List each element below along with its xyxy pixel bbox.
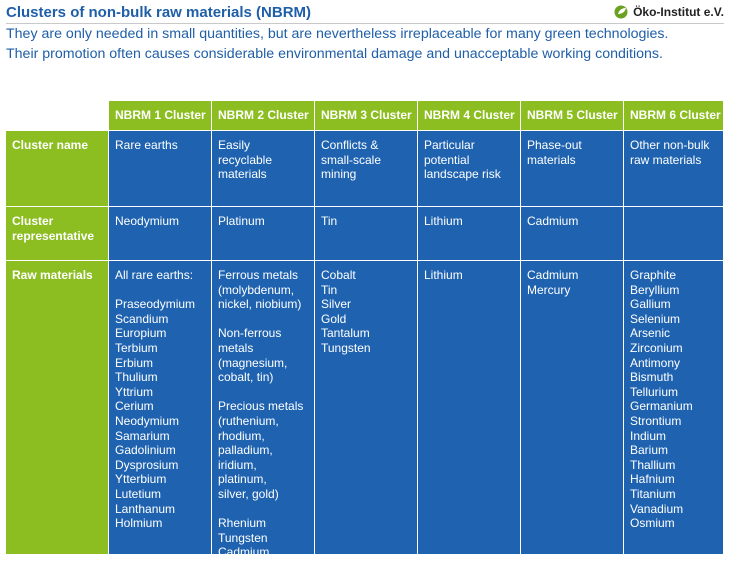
cell-line: Graphite	[630, 268, 677, 282]
cell-line: Easily	[218, 138, 251, 152]
cell-line: Strontium	[630, 413, 682, 428]
table-cell	[624, 207, 724, 261]
table-cell	[418, 261, 521, 555]
cell-line: Titanium	[630, 486, 676, 501]
row-label-line: Cluster	[12, 214, 54, 228]
cell-line: Silver	[321, 297, 352, 312]
logo	[614, 4, 724, 20]
cell-line: Lutetium	[115, 486, 162, 501]
cell-line: Barium	[630, 443, 669, 458]
cell-line: All rare earths:	[115, 268, 194, 282]
column-header-nbrm-3: NBRM 3 Cluster	[315, 101, 418, 131]
table-cell	[212, 207, 315, 261]
table-cell	[315, 131, 418, 207]
cell-line: palladium,	[218, 443, 273, 458]
cell-line: rhodium,	[218, 428, 265, 443]
cell-line: Lanthanum	[115, 501, 176, 516]
cell-line: Rhenium	[218, 516, 267, 531]
cell-line: Antimony	[630, 355, 681, 370]
cell-line: Indium	[630, 428, 667, 443]
cell-line: raw materials	[630, 152, 702, 167]
table-cell	[521, 131, 624, 207]
cell-line: Osmium	[630, 516, 675, 531]
subtitle-line-1: They are only needed in small quantities, but are nevertheless irreplaceable for many green technologies.	[6, 26, 669, 42]
table-cell	[624, 261, 724, 555]
cell-line: Cadmium	[218, 545, 270, 560]
cell-line: silver, gold)	[218, 486, 279, 501]
cell-line: recyclable	[218, 152, 273, 167]
table-cell	[212, 261, 315, 560]
cell-line: materials	[527, 152, 576, 167]
cell-line: Tungsten	[218, 530, 268, 545]
cell-line: Lithium	[424, 268, 463, 282]
row-label	[6, 207, 109, 261]
cell-line: Selenium	[630, 311, 681, 326]
cell-line: Erbium	[115, 355, 154, 370]
cell-line: Conflicts &	[321, 138, 379, 152]
row-label-line: Cluster name	[12, 138, 89, 152]
cell-line: materials	[218, 167, 267, 182]
table-cell	[315, 207, 418, 261]
cell-line: cobalt, tin)	[218, 370, 274, 385]
table-cell	[418, 207, 521, 261]
table-cell	[315, 261, 418, 555]
cell-line: Germanium	[630, 399, 693, 414]
column-header-nbrm-6: NBRM 6 Cluster	[624, 101, 724, 131]
subtitle-line-2: Their promotion often causes considerable environmental damage and unacceptable working conditions.	[6, 45, 663, 62]
cell-line: Hafnium	[630, 472, 675, 487]
table-cell	[624, 131, 724, 207]
cell-line: Dysprosium	[115, 457, 179, 472]
cell-line: Yttrium	[115, 384, 154, 399]
cell-line: Gadolinium	[115, 443, 176, 458]
cell-line: Thulium	[115, 370, 158, 385]
cell-line: Arsenic	[630, 326, 671, 341]
cell-line: Cobalt	[321, 268, 356, 282]
cell-line: Precious metals	[218, 399, 304, 414]
cell-line: Ytterbium	[115, 472, 167, 487]
cell-line: Vanadium	[630, 501, 684, 516]
cell-line: landscape risk	[424, 167, 501, 182]
cell-line	[218, 385, 308, 400]
cell-line: (magnesium,	[218, 355, 288, 370]
cell-line: Other non-bulk	[630, 138, 710, 152]
table-cell	[418, 131, 521, 207]
cell-line: Particular	[424, 138, 475, 152]
logo-text: Öko-Institut e.V.	[633, 5, 724, 19]
cell-line: metals	[218, 340, 254, 355]
page-title: Clusters of non-bulk raw materials (NBRM)	[6, 4, 312, 21]
table-cell	[109, 261, 212, 555]
table-corner	[6, 101, 109, 131]
cell-line: Bismuth	[630, 370, 674, 385]
cell-line	[115, 283, 205, 298]
cell-line: Gold	[321, 311, 347, 326]
column-header-nbrm-2: NBRM 2 Cluster	[212, 101, 315, 131]
cell-line: mining	[321, 167, 357, 182]
column-header-nbrm-1: NBRM 1 Cluster	[109, 101, 212, 131]
cell-line: iridium, platinum,	[218, 457, 267, 487]
table-cell	[109, 207, 212, 261]
table-cell	[521, 207, 624, 261]
cell-line: small-scale	[321, 152, 382, 167]
cell-line: Cerium	[115, 399, 154, 414]
cell-line: Ferrous metals	[218, 268, 299, 282]
header-divider	[6, 23, 724, 24]
cell-line: Phase-out	[527, 138, 582, 152]
cell-line: nickel, niobium)	[218, 297, 302, 312]
cell-line: Cadmium	[527, 214, 579, 228]
cell-line: Beryllium	[630, 282, 680, 297]
cell-line: Tin	[321, 282, 338, 297]
cell-line: Europium	[115, 326, 167, 341]
cell-line: Tungsten	[321, 340, 371, 355]
cell-line: Platinum	[218, 214, 265, 228]
row-label-line: Raw materials	[12, 268, 93, 282]
cell-line: Holmium	[115, 516, 163, 531]
table-cell	[109, 131, 212, 207]
cell-line	[218, 502, 308, 517]
cell-line: Praseodymium	[115, 297, 196, 312]
cell-line: Tellurium	[630, 384, 679, 399]
cell-line: Gallium	[630, 297, 671, 312]
cell-line: Neodymium	[115, 413, 180, 428]
cell-line: Mercury	[527, 282, 571, 297]
cell-line: Rare earths	[115, 138, 178, 152]
cell-line	[218, 312, 308, 327]
cell-line: Zirconium	[630, 340, 683, 355]
subtitle	[6, 25, 726, 64]
leaf-logo-icon	[614, 5, 630, 19]
table-cell	[521, 261, 624, 555]
cell-line: (molybdenum,	[218, 282, 295, 297]
cell-line: Non-ferrous	[218, 326, 282, 341]
cell-line: Lithium	[424, 214, 463, 228]
cell-line: (ruthenium,	[218, 413, 279, 428]
cell-line: Tin	[321, 214, 338, 228]
cell-line: Tantalum	[321, 326, 370, 341]
table-cell	[212, 131, 315, 207]
column-header-nbrm-4: NBRM 4 Cluster	[418, 101, 521, 131]
nbrm-table	[6, 101, 724, 560]
cell-line: Cadmium	[527, 268, 579, 282]
cell-line: Thallium	[630, 457, 676, 472]
cell-line: Scandium	[115, 311, 169, 326]
column-header-nbrm-5: NBRM 5 Cluster	[521, 101, 624, 131]
row-label-line: representative	[12, 228, 95, 243]
row-label	[6, 261, 109, 555]
cell-line: Samarium	[115, 428, 170, 443]
cell-line: Neodymium	[115, 214, 180, 228]
row-label	[6, 131, 109, 207]
cell-line: potential	[424, 152, 470, 167]
cell-line: Terbium	[115, 340, 158, 355]
